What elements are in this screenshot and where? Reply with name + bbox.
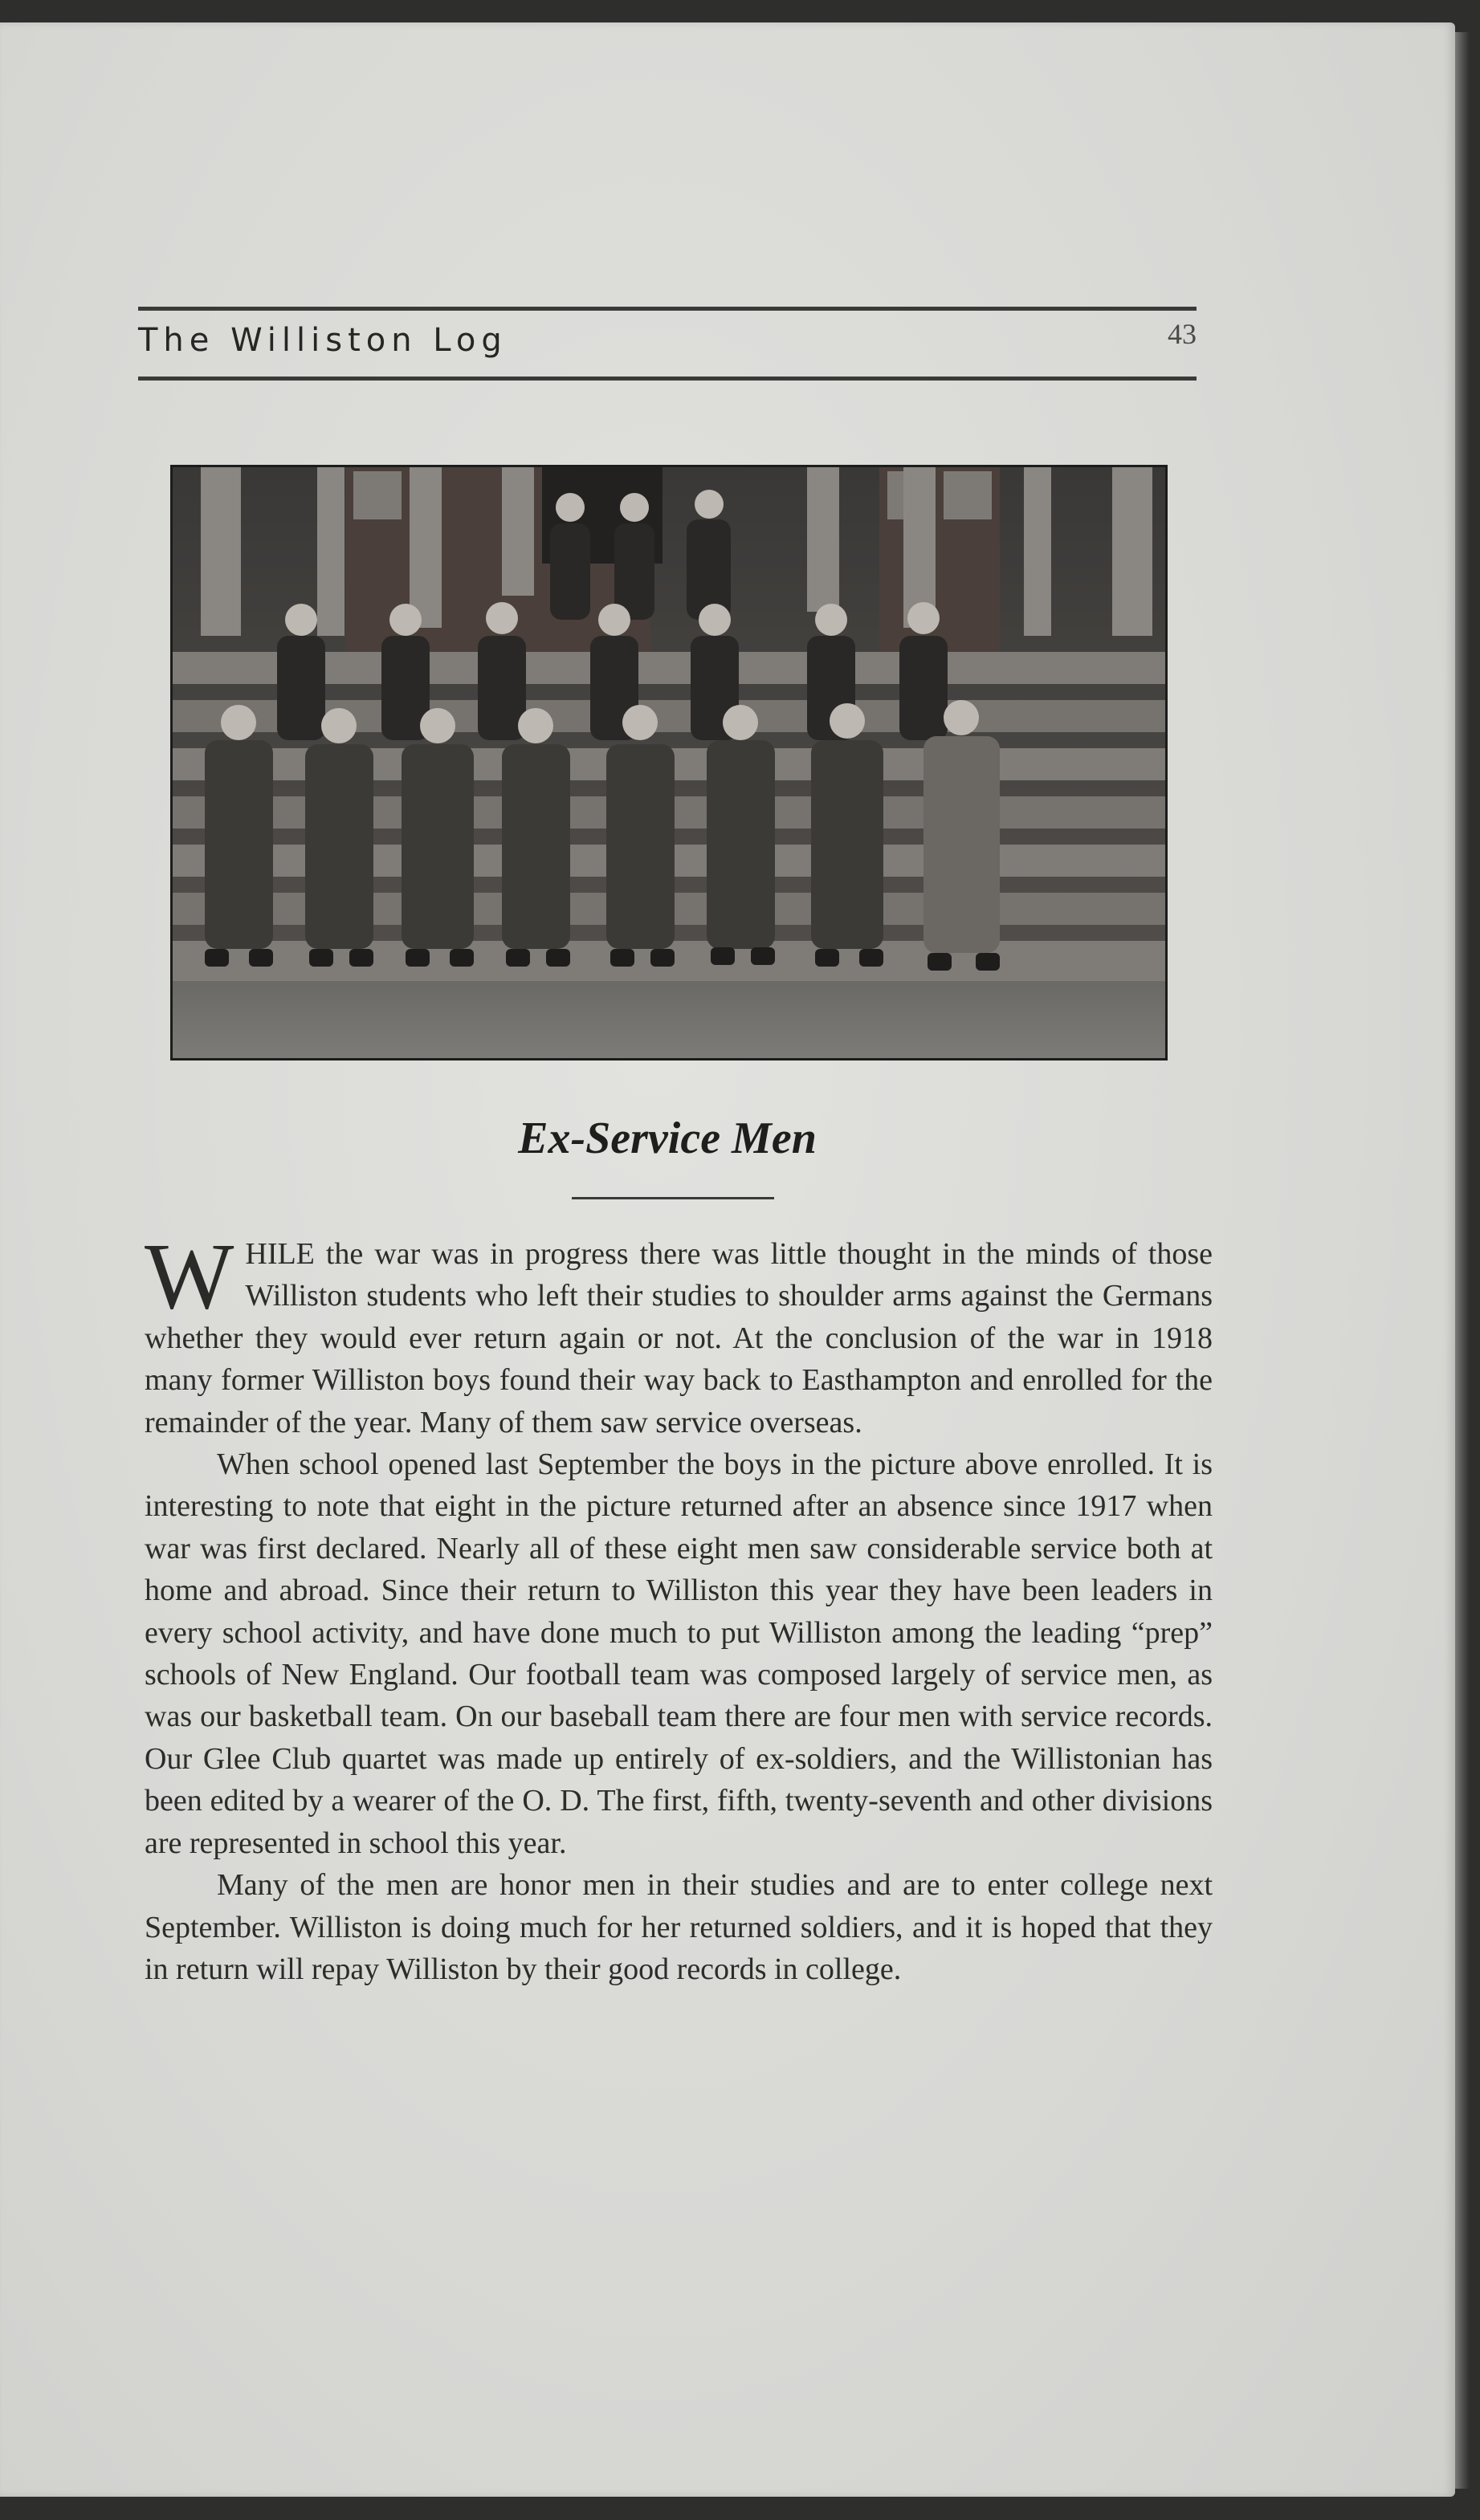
running-title: The Williston Log — [138, 322, 508, 359]
document-page — [0, 22, 1455, 2497]
group-photo — [170, 465, 1168, 1061]
article-title: Ex-Service Men — [518, 1113, 817, 1163]
paragraph-2: When school opened last September the boys in the picture above enrolled. It is interesting to note that eight in the picture returned after an absence since 1917 when war was first declared. Nearly all of these eight men saw considerable service both at home and abroad. Since their return to Williston this year they have been leaders in every school activity, and have done much to put Williston among the leading “prep” schools of New England. Our football team was composed largely of service men, as was our basketball team. On our baseball team there are four men with service records. Our Glee Club quartet was made up entirely of ex-soldiers, and the Willistonian has been edited by a wearer of the O. D. The first, fifth, twenty-seventh and other divisions are represented in school this year. — [145, 1447, 1213, 1860]
page-edge — [1455, 32, 1470, 2489]
paragraph-1 — [145, 1223, 1213, 1443]
paragraph-1-text: HILE the war was in progress there was little thought in the minds of those Williston students who left their studies to shoulder arms against the Germans whether they would ever return again or not. At the conclusion of the war in 1918 many former Williston boys found their way back to Easthampton and enrolled for the remainder of the year. Many of them saw service overseas. — [145, 1237, 1213, 1439]
drop-cap: W — [145, 1223, 234, 1329]
paragraph-3: Many of the men are honor men in their studies and are to enter college next September. Williston is doing much for her returned soldiers, and it is hoped that they in return will repay Williston by their good records in college. — [145, 1868, 1213, 1986]
page-number: 43 — [1168, 318, 1197, 350]
running-head — [138, 307, 1197, 381]
article-body — [145, 1223, 1213, 1990]
title-rule — [572, 1197, 774, 1199]
group-photo-illustration — [173, 467, 1165, 1058]
